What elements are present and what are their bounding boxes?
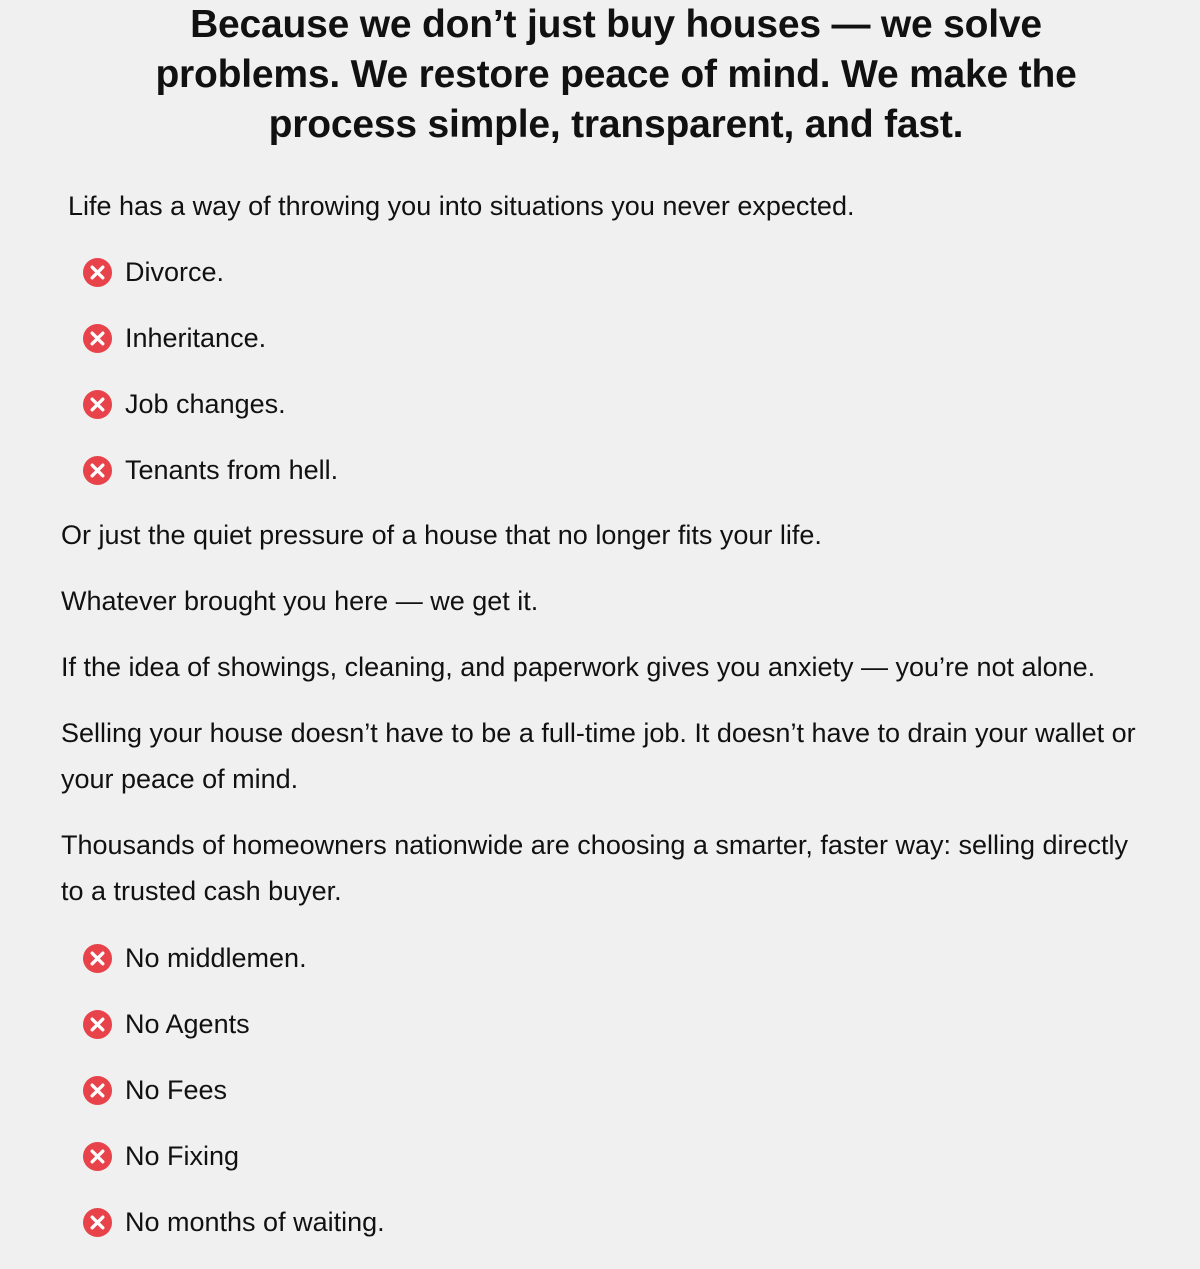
- list-item: [82, 387, 286, 421]
- list-item: [82, 255, 224, 289]
- cross-mark-icon: [82, 1009, 113, 1040]
- list-item-label: No Fixing: [125, 1141, 240, 1171]
- body-paragraph: Or just the quiet pressure of a house that no longer fits your life.: [61, 520, 822, 550]
- cross-mark-icon: [82, 943, 113, 974]
- intro-paragraph: Life has a way of throwing you into situations you never expected.: [68, 191, 855, 221]
- list-item: [82, 453, 338, 487]
- list-item: [82, 1205, 385, 1239]
- cross-mark-icon: [82, 1075, 113, 1106]
- list-item-label: No Agents: [125, 1009, 250, 1039]
- list-item-label: No months of waiting.: [125, 1207, 385, 1237]
- list-item-label: Tenants from hell.: [125, 455, 339, 485]
- list-item-label: Inheritance.: [125, 323, 267, 353]
- list-item: [82, 941, 307, 975]
- cross-mark-icon: [82, 1141, 113, 1172]
- list-item-label: No Fees: [125, 1075, 228, 1105]
- cross-mark-icon: [82, 455, 113, 486]
- cross-mark-icon: [82, 257, 113, 288]
- cross-mark-icon: [82, 323, 113, 354]
- cross-mark-icon: [82, 389, 113, 420]
- body-paragraph: Selling your house doesn’t have to be a full-time job. It doesn’t have to drain your wallet or your peace of mind.: [61, 718, 1136, 794]
- body-paragraph: Whatever brought you here — we get it.: [61, 586, 539, 616]
- list-item: [82, 1073, 227, 1107]
- list-item: [82, 321, 266, 355]
- list-item: [82, 1007, 250, 1041]
- body-paragraph: Thousands of homeowners nationwide are choosing a smarter, faster way: selling directly to a trusted cash buyer.: [61, 830, 1129, 906]
- list-item: [82, 1139, 239, 1173]
- list-item-label: Job changes.: [125, 389, 286, 419]
- cross-mark-icon: [82, 1207, 113, 1238]
- body-paragraph: If the idea of showings, cleaning, and paperwork gives you anxiety — you’re not alone.: [61, 652, 1096, 682]
- list-item-label: No middlemen.: [125, 943, 307, 973]
- headline: Because we don’t just buy houses — we solve problems. We restore peace of mind. We make the process simple, transparent, and fast.: [155, 3, 1077, 146]
- list-item-label: Divorce.: [125, 257, 225, 287]
